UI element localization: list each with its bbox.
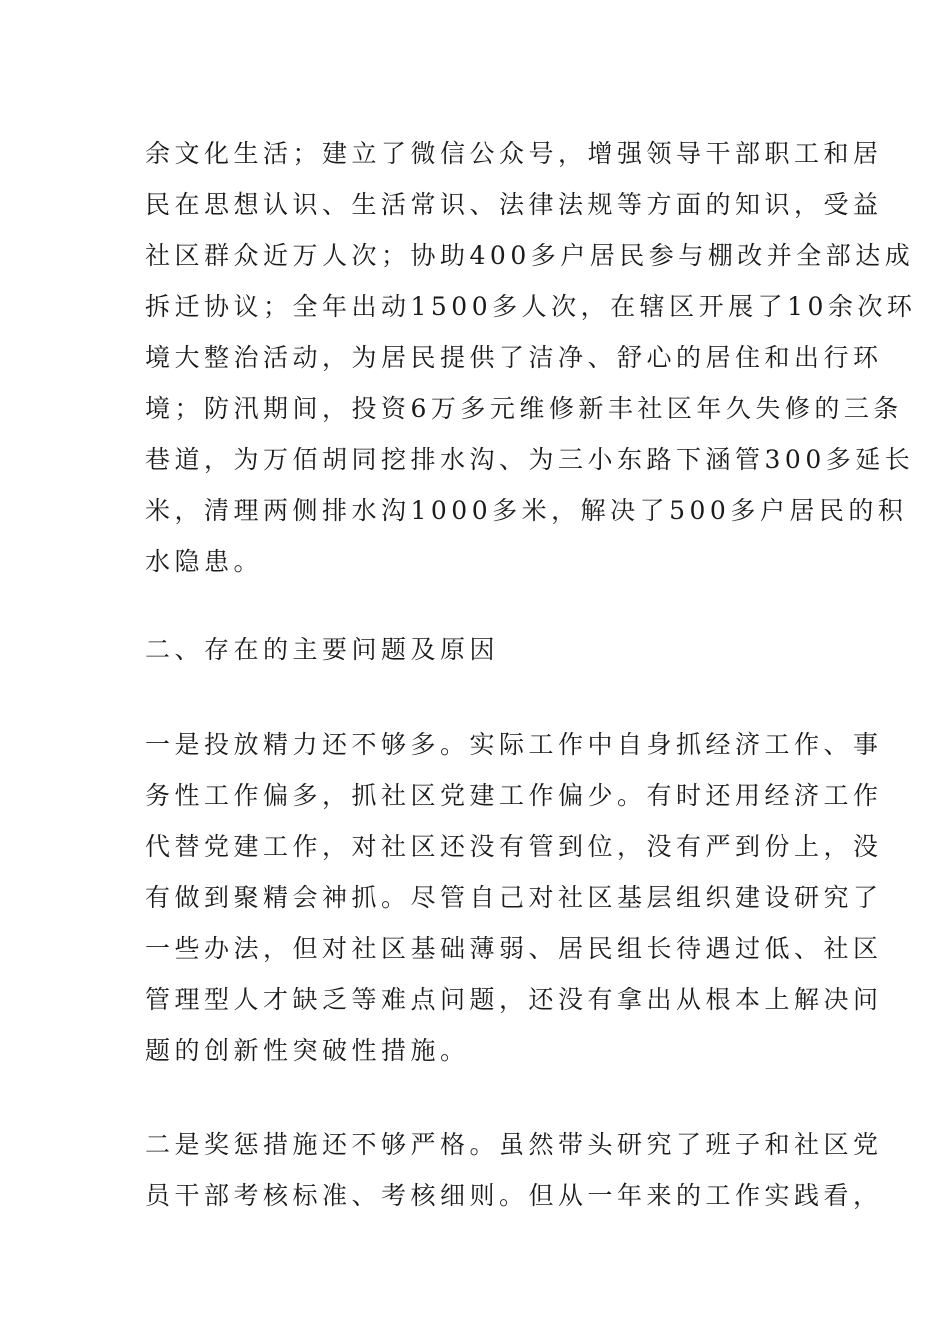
text-line: 二是奖惩措施还不够严格。虽然带头研究了班子和社区党: [145, 1130, 883, 1159]
text-line: 社区群众近万人次；协助400多户居民参与棚改并全部达成: [145, 241, 915, 270]
text-line: 拆迁协议；全年出动1500多人次，在辖区开展了10余次环: [145, 292, 917, 321]
text-line: 余文化生活；建立了微信公众号，增强领导干部职工和居: [145, 139, 883, 168]
text-line: 一是投放精力还不够多。实际工作中自身抓经济工作、事: [145, 730, 883, 759]
text-line: 一些办法，但对社区基础薄弱、居民组长待遇过低、社区: [145, 934, 883, 963]
text-line: 有做到聚精会神抓。尽管自己对社区基层组织建设研究了: [145, 883, 883, 912]
paragraph-problem-two: [145, 1119, 883, 1221]
text-line: 题的创新性突破性措施。: [145, 1036, 470, 1065]
text-line: 境大整治活动，为居民提供了洁净、舒心的居住和出行环: [145, 343, 883, 372]
text-line: 水隐患。: [145, 547, 264, 576]
section-heading: [145, 624, 810, 675]
paragraph-problem-one: [145, 719, 883, 1076]
text-line: 代替党建工作，对社区还没有管到位，没有严到份上，没: [145, 832, 883, 861]
heading-text: 二、存在的主要问题及原因: [145, 635, 500, 664]
text-line: 巷道，为万佰胡同挖排水沟、为三小东路下涵管300多延长: [145, 445, 915, 474]
text-line: 管理型人才缺乏等难点问题，还没有拿出从根本上解决问: [145, 985, 883, 1014]
text-line: 员干部考核标准、考核细则。但从一年来的工作实践看，: [145, 1181, 883, 1210]
text-line: 米，清理两侧排水沟1000多米，解决了500多户居民的积: [145, 496, 908, 525]
text-line: 境；防汛期间，投资6万多元维修新丰社区年久失修的三条: [145, 394, 903, 423]
text-line: 民在思想认识、生活常识、法律法规等方面的知识，受益: [145, 190, 883, 219]
text-line: 务性工作偏多，抓社区党建工作偏少。有时还用经济工作: [145, 781, 883, 810]
paragraph-achievements: [145, 128, 917, 587]
